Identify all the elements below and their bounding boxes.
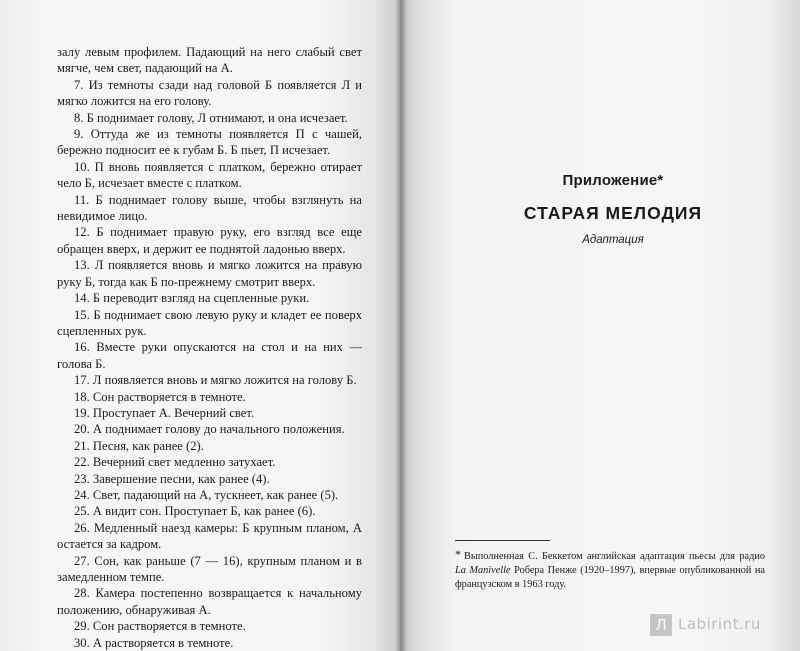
script-line: 19. Проступает А. Вечерний свет. <box>74 405 255 420</box>
script-line: 21. Песня, как ранее (2). <box>74 438 204 453</box>
appendix-heading <box>458 172 768 246</box>
script-line: 30. А растворяется в темноте. <box>74 635 234 650</box>
script-line: 15. Б поднимает свою левую руку и кладет ее поверх сцепленных рук. <box>57 307 362 338</box>
footnote-rule <box>455 540 550 541</box>
script-line: 11. Б поднимает голову выше, чтобы взглянуть на невидимое лицо. <box>57 192 362 224</box>
footnote-text-part: Выполненная С. Беккетом английская адаптация пьесы для радио <box>464 551 765 562</box>
script-line: 7. Из темноты сзади над головой Б появляется Л и мягко ложится на его голову. <box>57 77 362 109</box>
left-page-text <box>57 44 362 651</box>
appendix-label: Приложение* <box>562 172 664 189</box>
play-title: СТАРАЯ МЕЛОДИЯ <box>523 203 703 223</box>
script-line: 8. Б поднимает голову, Л отнимают, и она исчезает. <box>74 110 348 125</box>
script-line: 25. А видит сон. Проступает Б, как ранее (6). <box>74 504 316 519</box>
footnote-marker: * <box>455 547 461 561</box>
labirint-watermark <box>650 612 790 640</box>
footnote-italic-title: La Manivelle <box>455 565 511 576</box>
script-line: 28. Камера постепенно возвращается к начальному положению, обнаруживая А. <box>57 586 362 617</box>
watermark-text: Labirint.ru <box>678 615 761 633</box>
labirint-logo-icon: Л <box>650 614 672 636</box>
script-line: 24. Свет, падающий на А, тускнеет, как ранее (5). <box>74 487 339 502</box>
script-line: 12. Б поднимает правую руку, его взгляд все еще обращен вверх, и держит ее поднятой ладонью вверх. <box>57 225 362 256</box>
script-line: 23. Завершение песни, как ранее (4). <box>74 471 270 486</box>
script-line: 17. Л появляется вновь и мягко ложится на голову Б. <box>74 373 357 388</box>
script-line: 27. Сон, как раньше (7 — 16), крупным планом и в замедленном темпе. <box>57 553 362 584</box>
footnote <box>455 547 765 592</box>
footnote-text <box>455 551 765 590</box>
script-line: 20. А поднимает голову до начального положения. <box>74 422 345 437</box>
script-line: 18. Сон растворяется в темноте. <box>74 389 246 404</box>
script-line: 29. Сон растворяется в темноте. <box>74 619 246 634</box>
script-line: залу левым профилем. Падающий на него слабый свет мягче, чем свет, падающий на А. <box>57 45 362 76</box>
script-line: 13. Л появляется вновь и мягко ложится на правую руку Б, тогда как Б по-прежнему смотрит вверх. <box>57 258 362 289</box>
script-line: 16. Вместе руки опускаются на стол и на них — голова Б. <box>57 340 362 371</box>
script-line: 9. Оттуда же из темноты появляется П с чашей, бережно подносит ее к губам Б. Б пьет, П исчезает. <box>57 127 362 158</box>
footnote-text-part: Робера Пенже (1920–1997), впервые опубликованной на французском в 1963 году. <box>455 565 766 590</box>
script-line: 26. Медленный наезд камеры: Б крупным планом, А остается за кадром. <box>57 520 362 552</box>
book-gutter <box>396 0 406 651</box>
script-line: 14. Б переводит взгляд на сцепленные руки. <box>74 291 310 306</box>
play-subtitle: Адаптация <box>582 234 644 246</box>
script-line: 22. Вечерний свет медленно затухает. <box>74 455 276 470</box>
script-line: 10. П вновь появляется с платком, бережно отирает чело Б, исчезает вместе с платком. <box>57 159 362 191</box>
